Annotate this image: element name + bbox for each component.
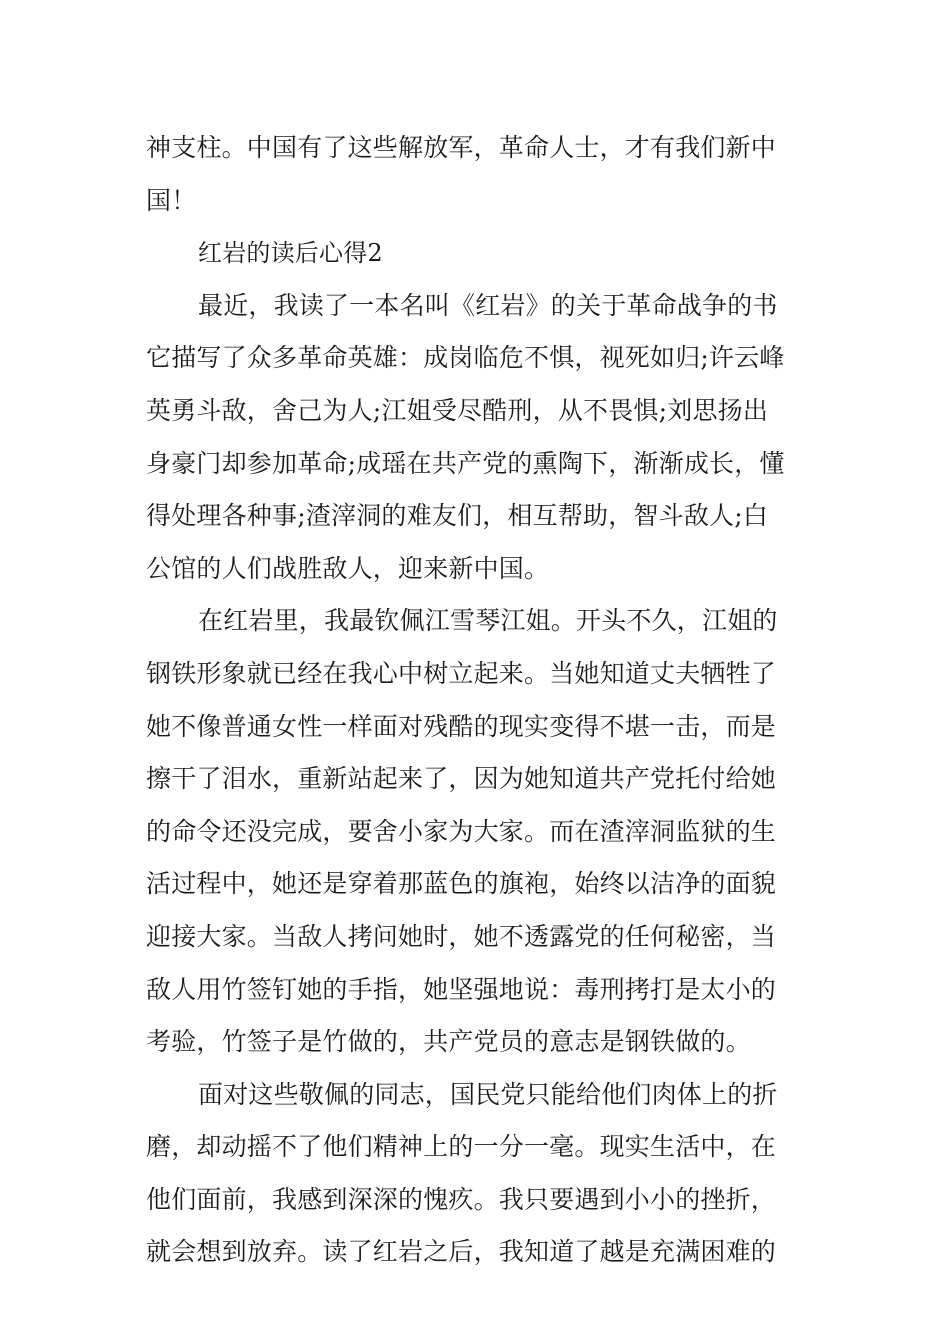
text-line: 国！ xyxy=(146,185,197,215)
text-line: 神支柱。中国有了这些解放军，革命人士，才有我们新中 xyxy=(146,133,777,162)
text-line: 身豪门却参加革命;成瑶在共产党的熏陶下，渐渐成长，懂 xyxy=(146,448,785,478)
text-line: 敌人用竹签钉她的手指，她坚强地说：毒刑拷打是太小的 xyxy=(146,974,777,1004)
text-line: 在红岩里，我最钦佩江雪琴江姐。开头不久，江姐的 xyxy=(198,606,778,636)
text-line: 迎接大家。当敌人拷问她时，她不透露党的任何秘密，当 xyxy=(146,921,777,951)
text-line: 考验，竹签子是竹做的，共产党员的意志是钢铁做的。 xyxy=(146,1027,751,1057)
document-page xyxy=(146,122,811,1279)
text-line: 钢铁形象就已经在我心中树立起来。当她知道丈夫牺牲了 xyxy=(146,658,777,688)
text-line: 公馆的人们战胜敌人，迎来新中国。 xyxy=(146,553,550,583)
text-line: 最近，我读了一本名叫《红岩》的关于革命战争的书 xyxy=(198,290,778,320)
text-line: 活过程中，她还是穿着那蓝色的旗袍，始终以洁净的面貌 xyxy=(146,869,777,899)
text-line: 得处理各种事;渣滓洞的难友们，相互帮助，智斗敌人;白 xyxy=(146,501,769,531)
section-heading: 红岩的读后心得2 xyxy=(198,239,383,268)
text-line: 就会想到放弃。读了红岩之后，我知道了越是充满困难的 xyxy=(146,1237,777,1267)
text-line: 它描写了众多革命英雄：成岗临危不惧，视死如归;许云峰 xyxy=(146,343,785,373)
text-line: 擦干了泪水，重新站起来了，因为她知道共产党托付给她 xyxy=(146,764,777,794)
text-line: 磨，却动摇不了他们精神上的一分一毫。现实生活中，在 xyxy=(146,1132,777,1162)
text-line: 英勇斗敌，舍己为人;江姐受尽酷刑，从不畏惧;刘思扬出 xyxy=(146,395,769,425)
text-line: 他们面前，我感到深深的愧疚。我只要遇到小小的挫折， xyxy=(146,1184,777,1214)
text-line: 面对这些敬佩的同志，国民党只能给他们肉体上的折 xyxy=(198,1079,778,1109)
text-line: 的命令还没完成，要舍小家为大家。而在渣滓洞监狱的生 xyxy=(146,816,777,846)
text-line: 她不像普通女性一样面对残酷的现实变得不堪一击，而是 xyxy=(146,711,777,741)
